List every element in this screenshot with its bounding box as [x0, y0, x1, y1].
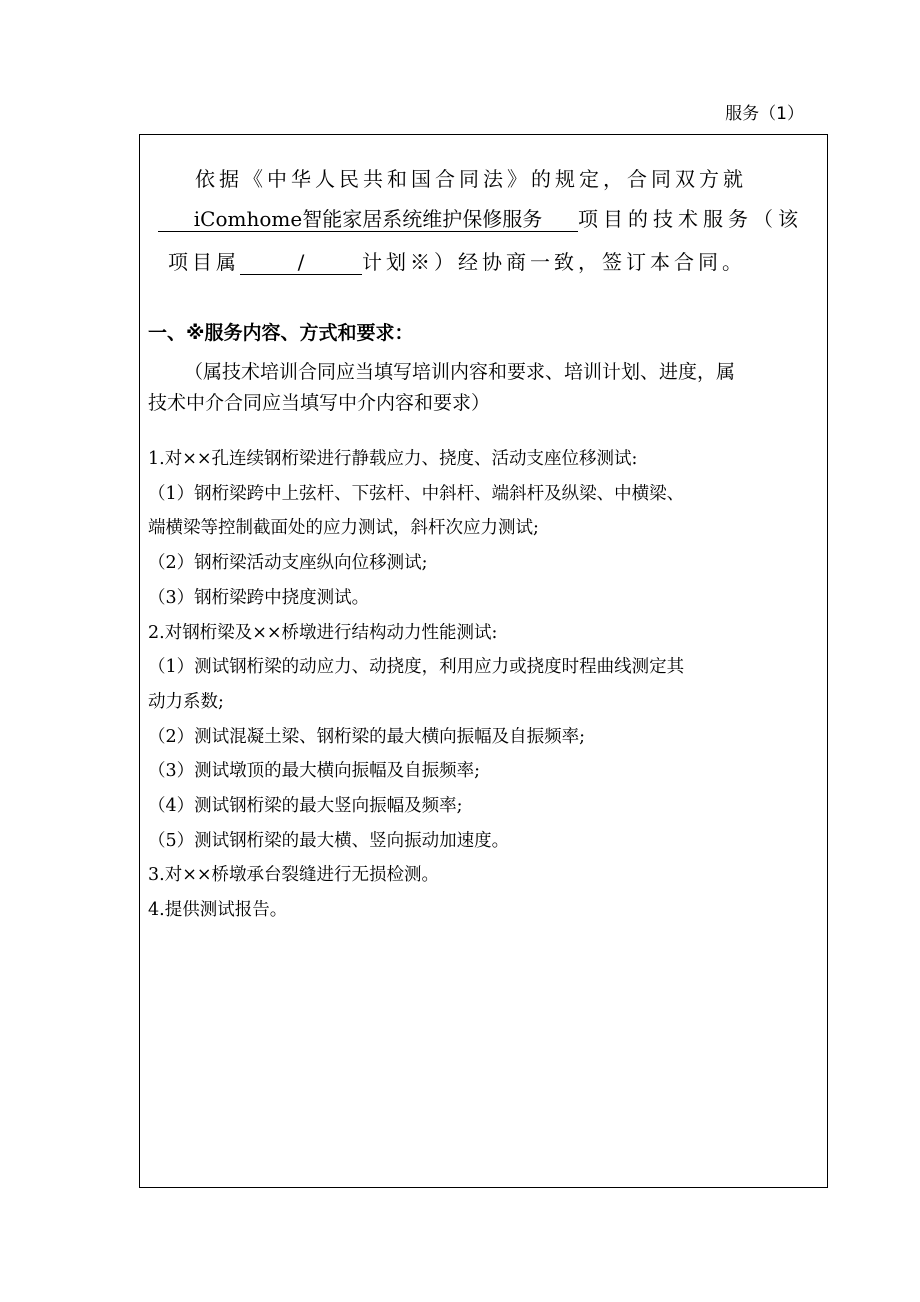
project-name-field: iComhome智能家居系统维护保修服务 — [158, 207, 578, 232]
plan-field: / — [240, 250, 362, 275]
list-item: 1.对××孔连续钢桁梁进行静载应力、挠度、活动支座位移测试: — [148, 449, 638, 469]
service-items — [148, 442, 824, 928]
list-item: （4）测试钢桁梁的最大竖向振幅及频率; — [148, 796, 463, 817]
list-item: 3.对××桥墩承台裂缝进行无损检测。 — [148, 865, 440, 886]
section-title: 一、※服务内容、方式和要求： — [148, 322, 414, 344]
list-item: 2.对钢桁梁及××桥墩进行结构动力性能测试: — [148, 622, 498, 643]
intro-line-3 — [168, 247, 746, 277]
list-item: （3）钢桁梁跨中挠度测试。 — [148, 587, 370, 608]
list-item: 4.提供测试报告。 — [148, 900, 288, 921]
intro-line-2 — [158, 204, 803, 234]
intro-line-2-suffix: 项目的技术服务（该 — [578, 207, 803, 231]
list-item: （1）钢桁梁跨中上弦杆、下弦杆、中斜杆、端斜杆及纵梁、中横梁、 — [148, 483, 685, 504]
section-note — [148, 357, 824, 419]
list-item: （5）测试钢桁梁的最大横、竖向振动加速度。 — [148, 830, 510, 851]
intro-line-3-suffix: 计划※）经协商一致，签订本合同。 — [362, 250, 746, 274]
list-item: （2）测试混凝土梁、钢桁梁的最大横向振幅及自振频率; — [148, 726, 586, 747]
intro-line-3-prefix: 项目属 — [168, 250, 240, 274]
list-item: 动力系数; — [148, 691, 224, 712]
list-item: （1）测试钢桁梁的动应力、动挠度，利用应力或挠度时程曲线测定其 — [148, 657, 685, 678]
list-item: 端横梁等控制截面处的应力测试，斜杆次应力测试; — [148, 518, 539, 539]
note-line: （属技术培训合同应当填写培训内容和要求、培训计划、进度，属 — [184, 361, 736, 383]
list-item: （3）测试墩顶的最大横向振幅及自振频率; — [148, 761, 481, 782]
intro-line-1: 依据《中华人民共和国合同法》的规定，合同双方就 — [195, 167, 747, 191]
note-line: 技术中介合同应当填写中介内容和要求） — [148, 392, 491, 414]
page-label: 服务（1） — [725, 104, 804, 124]
list-item: （2）钢桁梁活动支座纵向位移测试; — [148, 553, 428, 574]
contract-frame — [139, 134, 828, 1188]
